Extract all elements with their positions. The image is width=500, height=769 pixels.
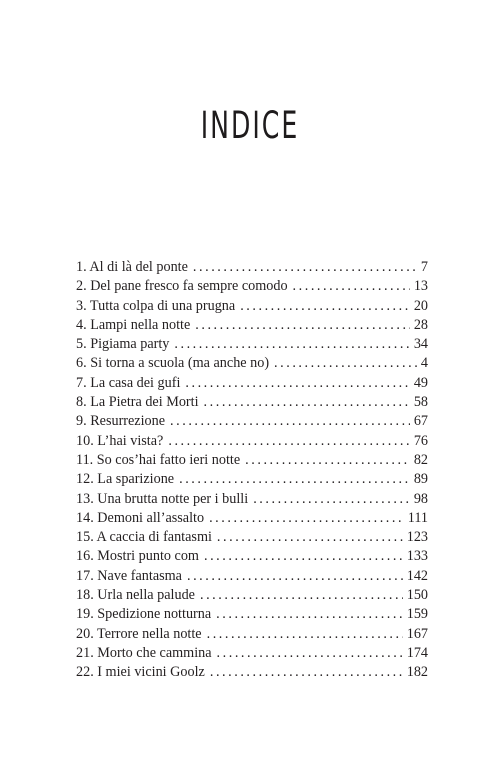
toc-entry — [76, 374, 428, 393]
toc-entry-page: 142 — [406, 567, 428, 584]
toc-entry — [76, 354, 428, 373]
toc-entry-title: 16. Mostri punto com — [76, 548, 199, 565]
dot-leader — [170, 412, 410, 431]
toc-entry-title: 3. Tutta colpa di una prugna — [76, 297, 236, 314]
toc-entry — [76, 528, 428, 547]
toc-entry-title: 8. La Pietra dei Morti — [76, 394, 199, 411]
dot-leader — [187, 567, 403, 586]
toc-entry-title: 7. La casa dei gufi — [76, 374, 181, 391]
toc-entry-title: 18. Urla nella palude — [76, 587, 195, 604]
page-title: INDICE — [200, 102, 300, 148]
toc-entry-title: 14. Demoni all’assalto — [76, 509, 205, 526]
toc-entry-page: 150 — [406, 587, 428, 604]
toc-entry — [76, 451, 428, 470]
toc-entry-title: 10. L’hai vista? — [76, 432, 164, 449]
toc-entry-page: 82 — [413, 451, 428, 468]
toc-entry — [76, 258, 428, 277]
toc-entry — [76, 393, 428, 412]
dot-leader — [168, 432, 409, 451]
toc-entry-page: 4 — [420, 355, 428, 372]
dot-leader — [200, 586, 403, 605]
dot-leader — [174, 335, 409, 354]
toc-entry-page: 76 — [413, 432, 428, 449]
toc-entry — [76, 335, 428, 354]
toc-entry-page: 111 — [407, 509, 428, 526]
dot-leader — [253, 490, 410, 509]
toc-entry-title: 1. Al di là del ponte — [76, 259, 188, 275]
toc-entry — [76, 316, 428, 335]
toc-entry-title: 2. Del pane fresco fa sempre comodo — [76, 278, 288, 295]
table-of-contents — [76, 258, 428, 683]
dot-leader — [217, 644, 403, 663]
toc-entry — [76, 509, 428, 528]
toc-entry-page: 159 — [406, 606, 428, 623]
toc-entry-page: 174 — [406, 644, 428, 661]
toc-entry-title: 13. Una brutta notte per i bulli — [76, 490, 249, 507]
dot-leader — [204, 547, 403, 566]
toc-entry-page: 167 — [406, 625, 428, 642]
toc-entry-page: 123 — [406, 529, 428, 546]
toc-entry-page: 34 — [413, 336, 428, 353]
toc-entry-title: 9. Resurrezione — [76, 413, 166, 430]
toc-entry-page: 13 — [413, 278, 428, 295]
toc-entry — [76, 567, 428, 586]
toc-entry-page: 58 — [413, 394, 428, 411]
dot-leader — [209, 509, 404, 528]
toc-entry-page: 133 — [406, 548, 428, 565]
toc-entry-title: 4. Lampi nella notte — [76, 316, 191, 333]
toc-entry — [76, 297, 428, 316]
toc-entry — [76, 470, 428, 489]
toc-entry-page: 20 — [413, 297, 428, 314]
toc-entry-title: 15. A caccia di fantasmi — [76, 529, 212, 546]
toc-entry — [76, 605, 428, 624]
dot-leader — [185, 374, 409, 393]
dot-leader — [195, 316, 410, 335]
toc-entry — [76, 586, 428, 605]
toc-entry — [76, 547, 428, 566]
toc-entry-title: 21. Morto che cammina — [76, 644, 212, 661]
toc-entry-page: 182 — [406, 664, 428, 681]
toc-entry-page: 98 — [413, 490, 428, 507]
toc-entry-page: 89 — [413, 471, 428, 488]
toc-entry — [76, 412, 428, 431]
toc-entry — [76, 663, 428, 682]
dot-leader — [293, 277, 410, 296]
dot-leader — [217, 528, 403, 547]
toc-entry-page: 7 — [420, 259, 428, 275]
toc-entry-page: 67 — [413, 413, 428, 430]
toc-entry-page: 49 — [413, 374, 428, 391]
toc-entry-title: 11. So cos’hai fatto ieri notte — [76, 451, 241, 468]
toc-entry — [76, 644, 428, 663]
toc-entry — [76, 490, 428, 509]
dot-leader — [204, 393, 410, 412]
dot-leader — [207, 625, 403, 644]
toc-entry-title: 12. La sparizione — [76, 471, 175, 488]
dot-leader — [240, 297, 410, 316]
dot-leader — [193, 258, 417, 277]
toc-entry-title: 5. Pigiama party — [76, 336, 170, 353]
dot-leader — [210, 663, 403, 682]
dot-leader — [274, 354, 417, 373]
dot-leader — [245, 451, 410, 470]
toc-entry-title: 19. Spedizione notturna — [76, 606, 212, 623]
toc-entry — [76, 625, 428, 644]
toc-entry-title: 6. Si torna a scuola (ma anche no) — [76, 355, 270, 372]
dot-leader — [216, 605, 403, 624]
toc-entry-page: 28 — [413, 316, 428, 333]
toc-entry-title: 22. I miei vicini Goolz — [76, 664, 205, 681]
toc-entry-title: 20. Terrore nella notte — [76, 625, 202, 642]
toc-entry — [76, 277, 428, 296]
dot-leader — [179, 470, 410, 489]
toc-entry — [76, 432, 428, 451]
toc-entry-title: 17. Nave fantasma — [76, 567, 182, 584]
